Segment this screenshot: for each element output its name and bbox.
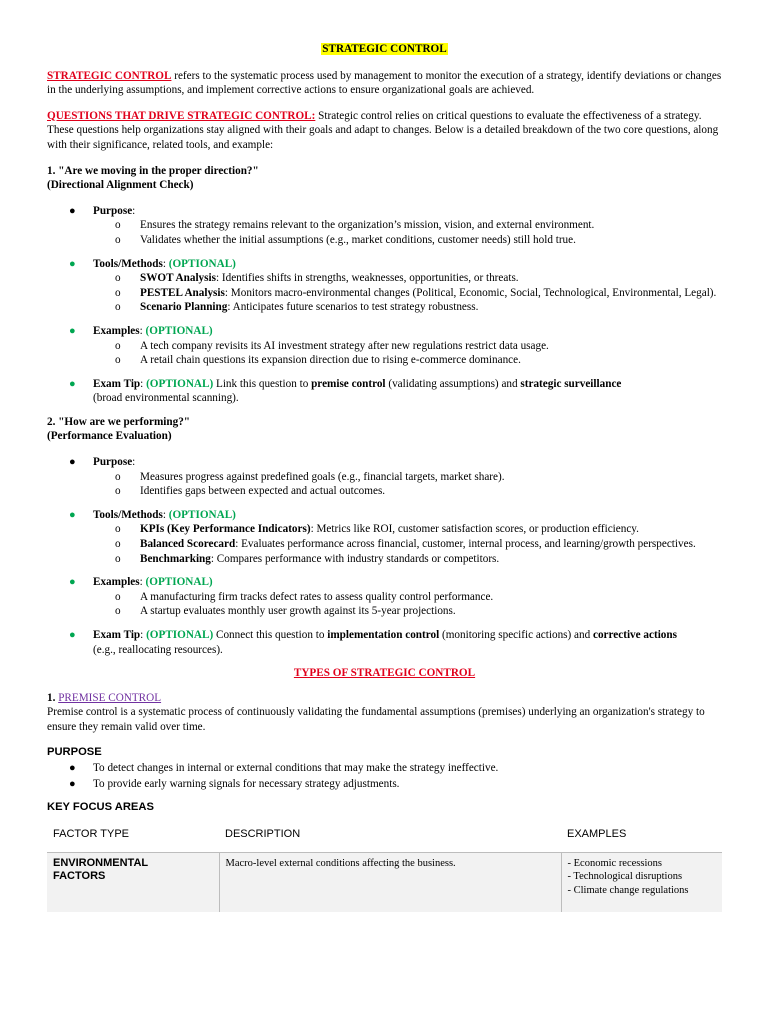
questions-intro-paragraph: QUESTIONS THAT DRIVE STRATEGIC CONTROL: Strategic control relies on critical questions to evaluate the effectiveness of a strategy. These questions help organizations stay aligned with their goals and adapt to changes. Below is a detailed breakdown of the two core questions, along with their significance, related tools, and example:	[47, 109, 719, 151]
q1-tools-item: ● Tools/Methods: (OPTIONAL) o SWOT Analysis: Identifies shifts in strengths, weaknesses, opportunities, or threats. o PESTEL Analysis: Monitors macro-environmental changes (Political, Economic, Social, Technological, Environmental, Legal). o Scenario Planning: Anticipates future scenarios to test strategy robustness.	[47, 257, 722, 315]
list-item: o Measures progress against predefined goals (e.g., financial targets, market share).	[115, 470, 505, 483]
examples-cell: - Economic recessions - Technological disruptions - Climate change regulations	[561, 852, 722, 912]
premise-control-description: Premise control is a systematic process of continuously validating the fundamental assumptions (premises) underlying an organization's strategy to ensure they remain valid over time.	[47, 706, 705, 733]
circle-bullet-icon: o	[115, 272, 121, 285]
bullet-icon: ●	[69, 576, 76, 589]
bullet-icon: ●	[69, 777, 76, 790]
bullet-icon: ●	[69, 257, 76, 270]
q1-heading: 1. "Are we moving in the proper direction?" (Directional Alignment Check)	[47, 164, 259, 192]
bullet-icon: ●	[69, 629, 76, 641]
column-header: FACTOR TYPE	[47, 821, 219, 852]
q2-examples-sublist	[93, 590, 722, 619]
q2-exam-tip-item: ● Exam Tip: (OPTIONAL) Connect this question to implementation control (monitoring specific actions) and corrective actions (e.g., reallocating resources).	[69, 629, 677, 656]
purpose-heading: PURPOSE	[47, 745, 102, 758]
column-header: DESCRIPTION	[219, 821, 561, 852]
list-item: o A retail chain questions its expansion direction due to rising e-commerce dominance.	[115, 354, 521, 367]
circle-bullet-icon: o	[115, 485, 121, 498]
list-item: o Scenario Planning: Anticipates future scenarios to test strategy robustness.	[115, 301, 479, 314]
q1-examples-item: ● Examples: (OPTIONAL) o A tech company revisits its AI investment strategy after new regulations restrict data usage. o A retail chain questions its expansion direction due to rising e-commerce dominance.	[47, 324, 722, 368]
circle-bullet-icon: o	[115, 552, 121, 565]
circle-bullet-icon: o	[115, 219, 121, 232]
circle-bullet-icon: o	[115, 354, 121, 367]
circle-bullet-icon: o	[115, 605, 121, 618]
list-item: o SWOT Analysis: Identifies shifts in strengths, weaknesses, opportunities, or threats.	[115, 272, 519, 285]
list-item: o Benchmarking: Compares performance with industry standards or competitors.	[115, 552, 500, 565]
circle-bullet-icon: o	[115, 538, 121, 551]
q2-list	[47, 455, 722, 657]
circle-bullet-icon: o	[115, 233, 121, 246]
q1-list	[47, 204, 722, 406]
key-focus-heading: KEY FOCUS AREAS	[47, 801, 154, 814]
list-item: ● To detect changes in internal or external conditions that may make the strategy ineffective.	[69, 762, 499, 775]
list-item: o A manufacturing firm tracks defect rates to assess quality control performance.	[115, 590, 494, 603]
list-item: o A tech company revisits its AI investment strategy after new regulations restrict data usage.	[115, 339, 549, 352]
list-item: ● To provide early warning signals for necessary strategy adjustments.	[69, 777, 400, 790]
list-item: o Balanced Scorecard: Evaluates performance across financial, customer, internal process, and learning/growth perspectives.	[115, 538, 696, 551]
types-heading: TYPES OF STRATEGIC CONTROL	[293, 667, 476, 680]
questions-term: QUESTIONS THAT DRIVE STRATEGIC CONTROL:	[47, 109, 316, 122]
circle-bullet-icon: o	[115, 301, 121, 314]
table-header-row	[47, 821, 722, 852]
column-header: EXAMPLES	[561, 821, 722, 852]
circle-bullet-icon: o	[115, 590, 121, 603]
q1-tools-sublist	[93, 271, 722, 315]
intro-paragraph: STRATEGIC CONTROL refers to the systematic process used by management to monitor the execution of a strategy, identify deviations or changes in the underlying assumptions, and implement corrective actions to ensure organizational goals are achieved.	[47, 69, 722, 97]
key-focus-table	[47, 821, 722, 912]
document-page	[47, 42, 722, 912]
q1-exam-tip-item: ● Exam Tip: (OPTIONAL) Link this question to premise control (validating assumptions) and strategic surveillance (broad environmental scanning).	[69, 377, 622, 405]
list-item: o PESTEL Analysis: Monitors macro-environmental changes (Political, Economic, Social, Technological, Environmental, Legal).	[115, 286, 717, 299]
q2-purpose-item: ● Purpose: o Measures progress against predefined goals (e.g., financial targets, market share). o Identifies gaps between expected and actual outcomes.	[47, 455, 722, 499]
q2-subheading: (Performance Evaluation)	[47, 430, 172, 443]
q1-purpose-sublist	[93, 218, 722, 247]
q2-tools-item: ● Tools/Methods: (OPTIONAL) o KPIs (Key Performance Indicators): Metrics like ROI, customer satisfaction scores, or production efficiency. o Balanced Scorecard: Evaluates performance across financial, customer, internal process, and learning/growth perspectives. o Benchmarking: Compares performance with industry standards or competitors.	[47, 508, 722, 566]
circle-bullet-icon: o	[115, 286, 121, 299]
list-item: o KPIs (Key Performance Indicators): Metrics like ROI, customer satisfaction scores, or production efficiency.	[115, 523, 639, 536]
q2-heading: 2. "How are we performing?" (Performance Evaluation)	[47, 415, 191, 443]
table-row	[47, 852, 722, 912]
q1-subheading: (Directional Alignment Check)	[47, 179, 194, 192]
factor-type-cell: ENVIRONMENTAL FACTORS	[47, 852, 219, 912]
circle-bullet-icon: o	[115, 339, 121, 352]
bullet-icon: ●	[69, 324, 76, 337]
q1-purpose-item: ● Purpose: o Ensures the strategy remains relevant to the organization’s mission, vision, and external environment. o Validates whether the initial assumptions (e.g., market conditions, customer needs) still hold true.	[47, 204, 722, 248]
premise-control-heading: 1. PREMISE CONTROL	[47, 691, 162, 704]
bullet-icon: ●	[69, 204, 76, 217]
premise-control-link[interactable]: PREMISE CONTROL	[58, 691, 162, 704]
premise-purpose-list	[47, 761, 722, 791]
q2-examples-item: ● Examples: (OPTIONAL) o A manufacturing firm tracks defect rates to assess quality control performance. o A startup evaluates monthly user growth against its 5-year projections.	[47, 575, 722, 619]
circle-bullet-icon: o	[115, 470, 121, 483]
list-item: o A startup evaluates monthly user growth against its 5-year projections.	[115, 605, 456, 618]
bullet-icon: ●	[69, 508, 76, 521]
circle-bullet-icon: o	[115, 523, 121, 536]
q1-examples-sublist	[93, 339, 722, 368]
bullet-icon: ●	[69, 377, 76, 390]
document-title: STRATEGIC CONTROL	[322, 43, 447, 55]
bullet-icon: ●	[69, 762, 76, 775]
bullet-icon: ●	[69, 456, 76, 469]
q2-tools-sublist	[93, 522, 722, 566]
q2-purpose-sublist	[93, 470, 722, 499]
list-item: o Identifies gaps between expected and actual outcomes.	[115, 485, 386, 498]
list-item: o Validates whether the initial assumptions (e.g., market conditions, customer needs) still hold true.	[115, 233, 576, 246]
intro-term: STRATEGIC CONTROL	[47, 69, 172, 82]
description-cell: Macro-level external conditions affecting the business.	[219, 852, 561, 912]
list-item: o Ensures the strategy remains relevant to the organization’s mission, vision, and external environment.	[115, 219, 595, 232]
